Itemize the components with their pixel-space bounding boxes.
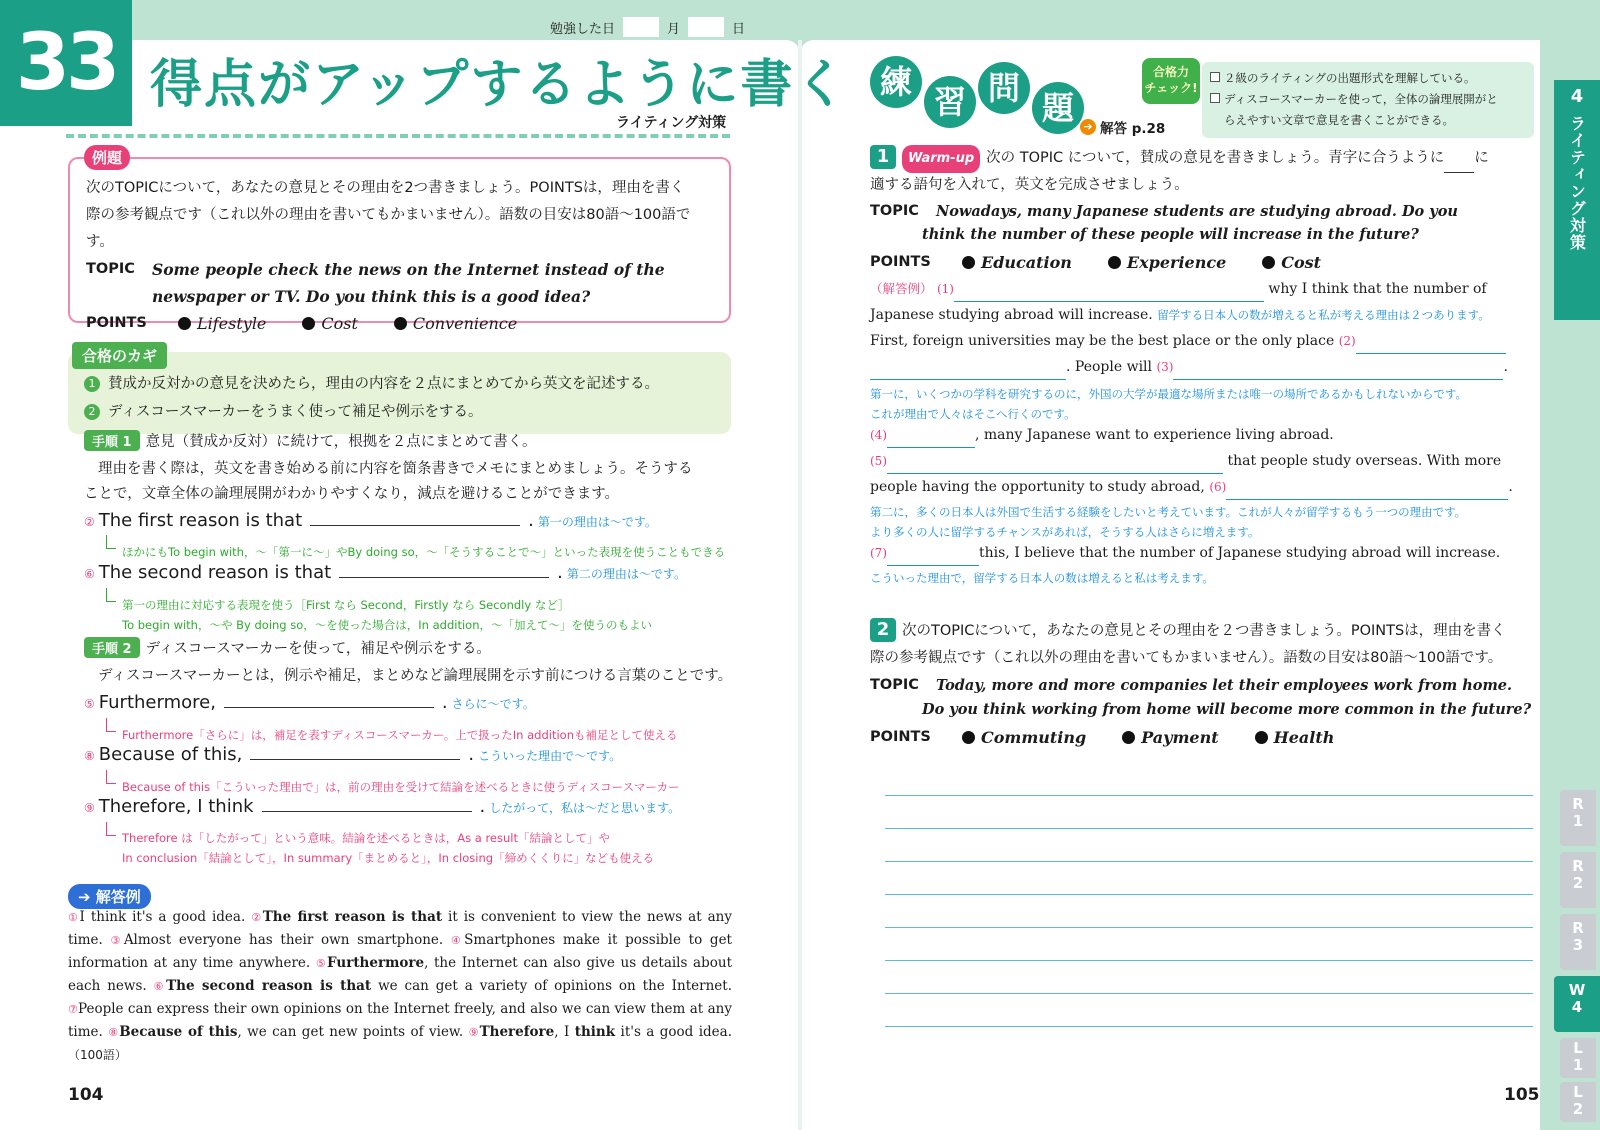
bullet-icon [302,317,315,330]
study-date [550,17,745,37]
day-label: 日 [732,21,746,37]
q1-answer-line-2: Japanese studying abroad will increase. 留学する日本人の数が増えると私が考える理由は２つあります。 [870,307,1490,323]
q1-note-a1: 第一に，いくつかの学科を研究するのに，外国の大学が最適な場所または唯一の場所であるかもしれないからです。 [870,387,1467,401]
writing-line[interactable] [885,861,1533,862]
writing-line[interactable] [885,894,1533,895]
month-field[interactable] [623,17,659,37]
q1-points: POINTS Education Experience Cost [870,249,1534,276]
point-item: Commuting [962,724,1086,751]
answer-blank-6[interactable] [1226,484,1508,500]
divider [66,134,730,138]
example-line-5: ⑤ Furthermore, . さらに～です。 [84,692,535,713]
step2-heading: 手順 2 ディスコースマーカーを使って，補足や例示をする。 [84,637,491,658]
blank-line [250,742,460,760]
side-tab-active[interactable]: 4 ライティング対策 [1554,80,1600,320]
example-instruction-1: 次のTOPICについて，あなたの意見とその理由を2つ書きましょう。POINTSは，理由を書く [86,180,685,196]
checkbox-icon[interactable] [1210,72,1220,82]
q1-answer-line-6: (5) that people study overseas. With more [870,448,1534,474]
arrow-right-icon: ➔ [78,888,96,906]
bracket-icon [106,718,116,732]
q1-answer-line-3: First, foreign universities may be the best place or the only place (2) [870,328,1534,354]
bracket-icon [106,535,116,549]
q1-note-c: こういった理由で，留学する日本人の数は増えると私は考えます。 [870,571,1214,585]
q1-answer-line-7: people having the opportunity to study abroad, (6) . [870,474,1534,500]
chapter-number: 33 [0,0,132,126]
answer-blank-3[interactable] [1173,364,1503,380]
answer-example-tag: ➔ 解答例 [68,884,151,909]
example-box [68,149,731,333]
chapter-subtitle: ライティング対策 [616,115,727,131]
bracket-icon [106,588,116,602]
bullet-icon [1122,731,1135,744]
step2-sub-9b: In conclusion「結論として」，In summary「まとめると」，In closing「締めくくりに」なども使える [122,851,655,865]
blank-line [339,560,549,578]
q1-answer-line-5: (4) , many Japanese want to experience living abroad. [870,422,1534,448]
page-gutter [798,40,802,1130]
point-item: Health [1255,724,1335,751]
step1-body-1: 理由を書く際は，英文を書き始める前に内容を箇条書きでメモにまとめましょう。そうする [98,461,693,477]
answer-example-text: ①I think it's a good idea. ②The first reason is that it is convenient to view the news at any time. ③Almost everyone has their own smartphone. ④Smartphones make it possible to get information at any time anywhere. ⑤Furthermore, the Internet can also give us details about each news. ⑥The second reason is that we can get a variety of opinions on the Internet. ⑦People can express their own opinions on the Internet freely, and also we can view them at any time. ⑧Because of this, we can get new points of view. ⑨Therefore, I think it's a good idea. （100語） [68,909,733,1062]
q1-note-a2: これが理由で人々はそこへ行くのです。 [870,407,1076,421]
writing-line[interactable] [885,795,1533,796]
q1-instruction-2: 適する語句を入れて，英文を完成させましょう。 [870,177,1189,193]
check-item[interactable]: ディスコースマーカーを使って，全体の論理展開がと [1210,89,1526,110]
q1-answer-line-4: . People will (3) . [870,354,1534,380]
q2-topic: TOPIC Today, more and more companies let their employees work from home. [870,677,1513,694]
example-line-9: ⑨ Therefore, I think . したがって，私は～だと思います。 [84,796,681,817]
step1-sub-6a: 第一の理由に対応する表現を使う［First なら Second，Firstly なら Secondly など］ [122,598,570,612]
q1-topic-2: think the number of these people will increase in the future? [922,226,1419,243]
step2-sub-8: Because of this「こういった理由で」は，前の理由を受けて結論を述べるときに使うディスコースマーカー [122,780,680,794]
bullet-icon [1255,731,1268,744]
side-tab-l1[interactable]: L 1 [1560,1038,1596,1078]
step2-sub-5: Furthermore「さらに」は，補足を表すディスコースマーカー。上で扱ったIn additionも補足として使える [122,728,678,742]
number-icon: 2 [84,404,100,420]
side-tab-r2[interactable]: R 2 [1560,852,1596,908]
day-field[interactable] [688,17,724,37]
example-instruction-2: 際の参考観点です（これ以外の理由を書いてもかまいません）。語数の目安は80語～100語です。 [86,207,691,250]
q1-note-b2: より多くの人に留学するチャンスがあれば，そうする人はさらに増えます。 [870,525,1260,539]
question-number: 1 [870,145,896,169]
chapter-title: 得点がアップするように書く [150,55,849,115]
step1-body-2: ことで，文章全体の論理展開がわかりやすくなり，減点を避けることができます。 [84,486,620,502]
bracket-icon [106,770,116,784]
blank-line [224,690,434,708]
answer-reference: ➔ 解答 p.28 [1080,117,1165,137]
side-tab-r1[interactable]: R 1 [1560,790,1596,846]
bullet-icon [962,731,975,744]
check-item: らえやすい文章で意見を書くことができる。 [1224,113,1454,127]
point-item: Convenience [394,310,517,337]
arrow-right-icon: ➔ [1080,119,1096,135]
step2-body: ディスコースマーカーとは，例示や補足，まとめなど論理展開を示す前につける言葉のことです。 [98,668,733,684]
page-number-left: 104 [68,1085,104,1105]
point-item: Cost [1262,249,1321,276]
example-tag: 例題 [84,145,130,170]
points-label: POINTS [86,315,147,331]
warmup-badge: Warm-up [902,145,980,173]
blank-line [262,794,472,812]
step2-label: 手順 2 [84,637,140,658]
topic-text: Some people check the news on the Internet instead of the newspaper or TV. Do you think this is a good idea? [152,260,665,306]
number-icon: 1 [84,376,100,392]
topic-label: TOPIC [86,261,135,277]
q2-topic-2: Do you think working from home will become more common in the future? [922,701,1532,718]
check-item[interactable]: ２級のライティングの出題形式を理解している。 [1210,68,1526,89]
answer-blank-5[interactable] [887,458,1223,474]
writing-line[interactable] [885,960,1533,961]
step1-heading: 手順 1 意見（賛成か反対）に続けて，根拠を２点にまとめて書く。 [84,430,537,451]
month-label: 月 [667,21,681,37]
blank-line [310,508,520,526]
q2-points: POINTS Commuting Payment Health [870,724,1534,751]
answer-blank-7[interactable] [887,550,979,566]
answer-blank-4[interactable] [887,432,975,448]
answer-blank-2b[interactable] [870,364,1066,380]
example-topic [86,256,715,310]
study-date-label: 勉強した日 [550,21,616,37]
writing-line[interactable] [885,828,1533,829]
bullet-icon [962,256,975,269]
point-item: Lifestyle [178,310,266,337]
example-line-2: ② The first reason is that . 第一の理由は～です。 [84,510,657,531]
side-tab-r3[interactable]: R 3 [1560,914,1596,970]
point-item: Cost [302,310,358,337]
bracket-icon [106,822,116,836]
bullet-icon [394,317,407,330]
writing-line[interactable] [885,993,1533,994]
point-item: Payment [1122,724,1218,751]
key-item: 2 ディスコースマーカーをうまく使って補足や例示をする。 [84,398,719,426]
question-number: 2 [870,618,896,642]
q1-answer-line-8: (7) this, I believe that the number of Japanese studying abroad will increase. [870,540,1534,566]
step1-label: 手順 1 [84,430,140,451]
bullet-icon [1262,256,1275,269]
q2-instruction-2: 際の参考観点です（これ以外の理由を書いてもかまいません）。語数の目安は80語～100語です。 [870,650,1503,666]
writing-line[interactable] [885,1026,1533,1027]
check-badge: 合格力 チェック! [1142,58,1200,104]
key-item: 1 賛成か反対かの意見を決めたら，理由の内容を２点にまとめてから英文を記述する。 [84,370,719,398]
step1-sub-2: ほかにもTo begin with，～「第一に～」やBy doing so，～「そうすることで～」といった表現を使うこともできる [122,545,726,559]
step1-sub-6b: To begin with，～や By doing so，～を使った場合は，In addition，～「加えて～」を使うのもよい [122,618,652,632]
bullet-icon [1108,256,1121,269]
example-points [86,310,715,337]
side-tab-l2[interactable]: L 2 [1560,1082,1596,1122]
q1-note-b1: 第二に，多くの日本人は外国で生活する経験をしたいと考えています。これが人々が留学するもう一つの理由です。 [870,505,1467,519]
q1-instruction: 1 Warm-up 次の TOPIC について，賛成の意見を書きましょう。青字に合うように に [870,145,1534,173]
side-tab-w4[interactable]: W 4 [1554,976,1600,1032]
answer-blank-2[interactable] [1356,338,1506,354]
writing-line[interactable] [885,927,1533,928]
answer-blank-1[interactable] [954,286,1264,302]
page-number-right: 105 [1504,1085,1540,1105]
q2-instruction: 2 次のTOPICについて，あなたの意見とその理由を２つ書きましょう。POINTSは，理由を書く [870,618,1534,644]
example-line-6: ⑥ The second reason is that . 第二の理由は～です。 [84,562,686,583]
practice-title: 練 習 問 題 [870,56,1086,134]
q1-topic: TOPIC Nowadays, many Japanese students are studying abroad. Do you [870,203,1458,220]
point-item: Experience [1108,249,1226,276]
example-line-8: ⑧ Because of this, . こういった理由で～です。 [84,744,622,765]
bullet-icon [178,317,191,330]
q1-answer-line-1: （解答例） (1) why I think that the number of [870,276,1534,302]
point-item: Education [962,249,1072,276]
step2-sub-9a: Therefore は「したがって」という意味。結論を述べるときは，As a result「結論として」や [122,831,610,845]
checkbox-icon[interactable] [1210,93,1220,103]
key-tag: 合格のカギ [72,342,167,369]
key-box [68,352,731,434]
check-list [1202,62,1534,138]
